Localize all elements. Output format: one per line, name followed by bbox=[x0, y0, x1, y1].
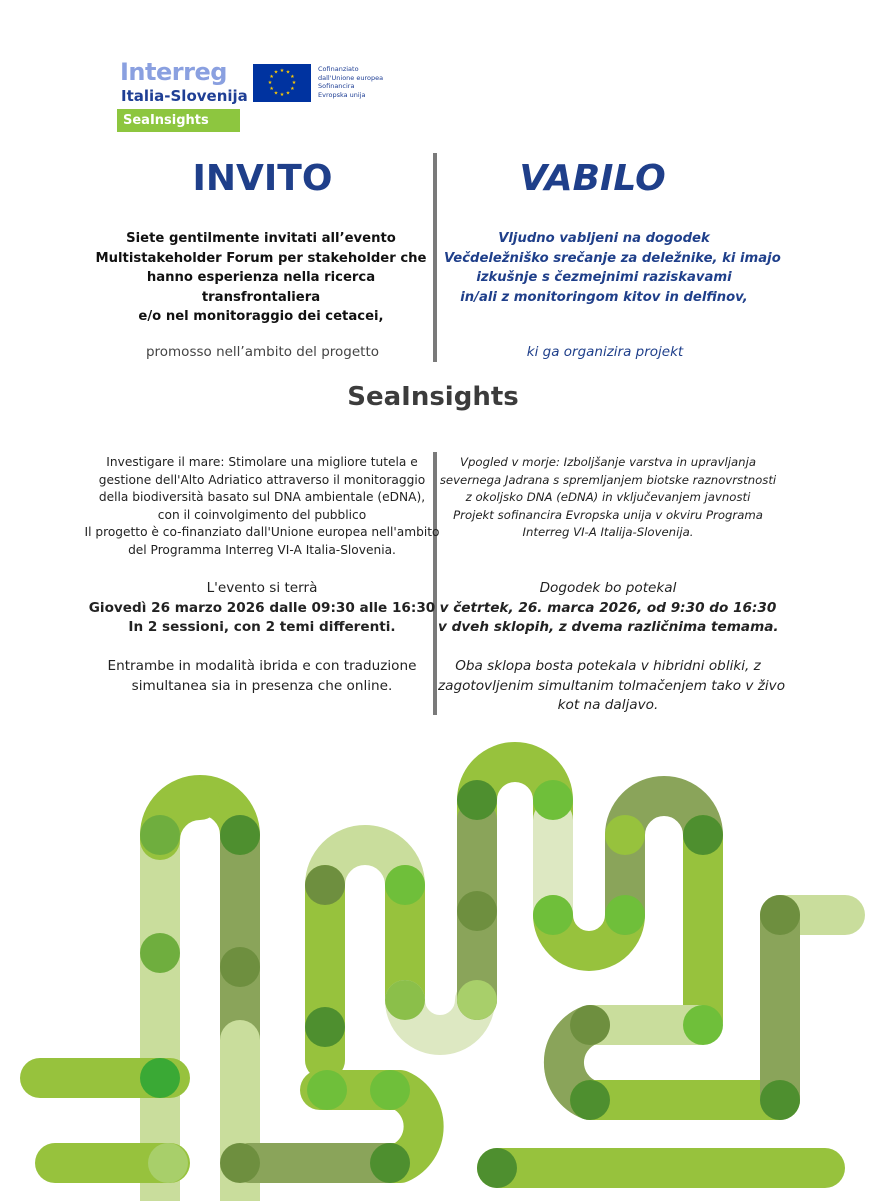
svg-text:★: ★ bbox=[273, 69, 279, 76]
italian-description bbox=[80, 454, 444, 560]
description-line: del Programma Interreg VI-A Italia-Slovenia. bbox=[128, 542, 396, 557]
slovenian-description bbox=[438, 454, 778, 542]
mode-line: simultanea sia in presenza che online. bbox=[131, 677, 393, 694]
svg-text:★: ★ bbox=[285, 69, 291, 76]
description-line: Investigare il mare: Stimolare una migliore tutela e bbox=[106, 455, 418, 469]
event-date: v četrtek, 26. marca 2026, od 9:30 do 16:30 bbox=[439, 599, 777, 616]
eu-text-line: Cofinanziato bbox=[318, 65, 359, 73]
intro-line: e/o nel monitoraggio dei cetacei, bbox=[138, 309, 384, 324]
slovenian-event-info bbox=[438, 579, 778, 638]
italian-event-info bbox=[80, 579, 444, 638]
italian-intro bbox=[80, 229, 442, 327]
svg-text:★: ★ bbox=[290, 86, 295, 92]
description-line: Vpogled v morje: Izboljšanje varstva in upravljanja bbox=[460, 455, 756, 469]
mode-line: kot na daljavo. bbox=[557, 697, 659, 713]
description-line: Projekt sofinancira Evropska unija v okviru Programa bbox=[453, 507, 763, 522]
italian-heading: INVITO bbox=[192, 158, 333, 199]
intro-line: in/ali z monitoringom kitov in delfinov, bbox=[460, 289, 748, 305]
italian-promoted-text: promosso nell’ambito del progetto bbox=[145, 344, 380, 360]
mode-line: Entrambe in modalità ibrida e con traduzione bbox=[107, 658, 417, 674]
svg-text:★: ★ bbox=[269, 86, 274, 92]
svg-text:★: ★ bbox=[269, 74, 274, 80]
intro-line: izkušnje s čezmejnimi raziskavami bbox=[476, 270, 732, 285]
description-line: con il coinvolgimento del pubblico bbox=[157, 507, 367, 522]
eu-text-line: dall'Unione europea bbox=[318, 73, 384, 82]
svg-text:★: ★ bbox=[290, 74, 295, 80]
intro-line: Večdeležniško srečanje za deležnike, ki imajo bbox=[444, 250, 781, 266]
event-sessions: v dveh sklopih, z dvema različnima temama. bbox=[438, 619, 779, 635]
project-name: SeaInsights bbox=[347, 382, 519, 412]
svg-text:★: ★ bbox=[285, 90, 291, 97]
svg-text:★: ★ bbox=[291, 80, 297, 86]
description-line: gestione dell'Alto Adriatico attraverso il monitoraggio bbox=[98, 472, 426, 487]
eu-cofinancing-text bbox=[318, 65, 408, 99]
decorative-wave-graphic bbox=[0, 740, 893, 1201]
slovenian-promoted-text: ki ga organizira projekt bbox=[526, 344, 684, 360]
slovenian-heading: VABILO bbox=[519, 158, 666, 199]
eu-flag-icon bbox=[253, 64, 311, 102]
intro-line: Siete gentilmente invitati all’evento bbox=[126, 231, 396, 246]
description-line: severnega Jadrana s spremljanjem biotske raznovrstnosti bbox=[439, 472, 777, 487]
intro-line: transfrontaliera bbox=[201, 289, 321, 305]
description-line: della biodiversità basato sul DNA ambientale (eDNA), bbox=[98, 490, 426, 505]
interreg-region-text: Italia-Slovenija bbox=[121, 87, 248, 105]
event-sessions: In 2 sessioni, con 2 temi differenti. bbox=[128, 619, 396, 635]
intro-line: Multistakeholder Forum per stakeholder che bbox=[95, 250, 427, 266]
svg-text:★: ★ bbox=[279, 68, 285, 74]
italian-mode bbox=[80, 657, 444, 696]
svg-text:★: ★ bbox=[267, 80, 273, 86]
svg-text:★: ★ bbox=[279, 92, 285, 98]
event-date: Giovedì 26 marzo 2026 dalle 09:30 alle 16:30 bbox=[88, 599, 436, 616]
mode-line: Oba sklopa bosta potekala v hibridni obliki, z bbox=[455, 658, 761, 674]
event-intro: Dogodek bo potekal bbox=[539, 580, 677, 596]
event-intro: L'evento si terrà bbox=[206, 580, 318, 596]
description-line: z okoljsko DNA (eDNA) in vključevanjem javnosti bbox=[465, 490, 751, 505]
eu-text-line: Sofinancira bbox=[318, 82, 355, 90]
project-logo-badge: SeaInsights bbox=[117, 109, 240, 132]
mode-line: zagotovljenim simultanim tolmačenjem tako v živo bbox=[438, 677, 786, 694]
intro-line: Vljudno vabljeni na dogodek bbox=[498, 231, 710, 246]
svg-text:★: ★ bbox=[273, 90, 279, 97]
interreg-logo-text: Interreg bbox=[120, 58, 227, 86]
eu-text-line: Evropska unija bbox=[318, 90, 366, 99]
description-line: Interreg VI-A Italija-Slovenija. bbox=[522, 525, 694, 540]
description-line: Il progetto è co-finanziato dall'Unione europea nell'ambito bbox=[84, 525, 440, 540]
slovenian-intro bbox=[444, 229, 781, 307]
slovenian-mode bbox=[438, 657, 786, 716]
intro-line: hanno esperienza nella ricerca bbox=[146, 270, 376, 285]
